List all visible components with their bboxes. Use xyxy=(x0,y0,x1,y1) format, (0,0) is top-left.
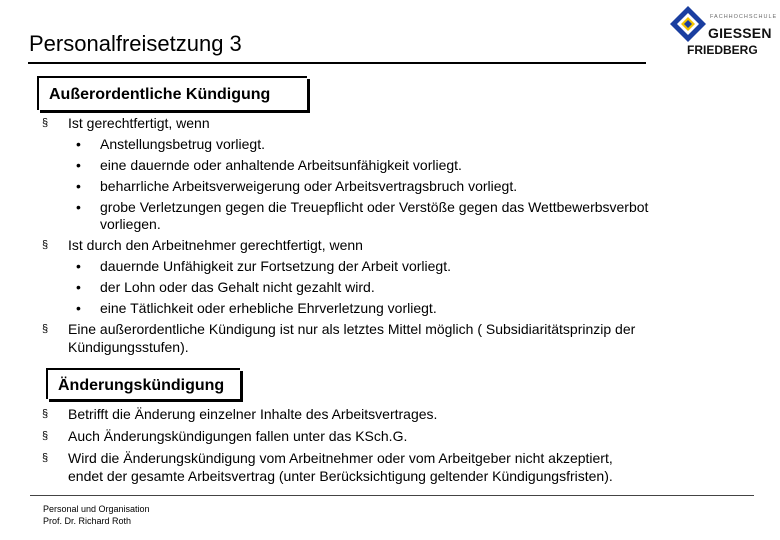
list-item-continued: Kündigungsstufen). xyxy=(68,339,189,355)
bullet-square: § xyxy=(42,408,49,420)
sub-list-item: beharrliche Arbeitsverweigerung oder Arbeitsvertragsbruch vorliegt. xyxy=(100,178,518,194)
title-divider xyxy=(28,62,646,64)
bullet-dot: • xyxy=(76,199,81,215)
list-item: Ist durch den Arbeitnehmer gerechtfertigt, wenn xyxy=(68,237,363,253)
bullet-square: § xyxy=(42,323,49,335)
list-item: Wird die Änderungskündigung vom Arbeitnehmer oder vom Arbeitgeber nicht akzeptiert, xyxy=(68,450,613,466)
bullet-dot: • xyxy=(76,157,81,173)
bullet-square: § xyxy=(42,239,49,251)
section-heading-aenderungskuendigung: Änderungskündigung xyxy=(46,368,240,399)
list-item-continued: endet der gesamte Arbeitsvertrag (unter Berücksichtigung geltender Kündigungsfristen). xyxy=(68,468,613,484)
list-item: Auch Änderungskündigungen fallen unter das KSch.G. xyxy=(68,428,408,444)
list-item: Betrifft die Änderung einzelner Inhalte des Arbeitsvertrages. xyxy=(68,406,438,422)
footer-divider xyxy=(30,495,754,496)
sub-list-item: eine Tätlichkeit oder erhebliche Ehrverletzung vorliegt. xyxy=(100,300,437,316)
university-logo xyxy=(668,4,776,56)
sub-list-item: dauernde Unfähigkeit zur Fortsetzung der Arbeit vorliegt. xyxy=(100,258,451,274)
sub-list-item: der Lohn oder das Gehalt nicht gezahlt wird. xyxy=(100,279,375,295)
sub-list-item: grobe Verletzungen gegen die Treuepflicht oder Verstöße gegen das Wettbewerbsverbot xyxy=(100,199,649,215)
list-item: Eine außerordentliche Kündigung ist nur als letztes Mittel möglich ( Subsidiaritätsprinzip der xyxy=(68,321,636,337)
bullet-square: § xyxy=(42,117,49,129)
bullet-dot: • xyxy=(76,178,81,194)
logo-diamond-icon xyxy=(668,4,708,44)
bullet-dot: • xyxy=(76,300,81,316)
sub-list-item: Anstellungsbetrug vorliegt. xyxy=(100,136,265,152)
bullet-dot: • xyxy=(76,279,81,295)
bullet-square: § xyxy=(42,430,49,442)
sub-list-item-continued: vorliegen. xyxy=(100,216,161,232)
logo-small-text: FACHHOCHSCHULE xyxy=(710,14,778,20)
section-heading-ausserordentliche-kuendigung: Außerordentliche Kündigung xyxy=(37,76,307,110)
bullet-dot: • xyxy=(76,258,81,274)
sub-list-item: eine dauernde oder anhaltende Arbeitsunfähigkeit vorliegt. xyxy=(100,157,462,173)
footer-course: Personal und Organisation xyxy=(43,504,150,514)
list-item: Ist gerechtfertigt, wenn xyxy=(68,115,210,131)
footer-author: Prof. Dr. Richard Roth xyxy=(43,516,132,526)
page-title: Personalfreisetzung 3 xyxy=(29,31,242,56)
bullet-dot: • xyxy=(76,136,81,152)
logo-city-friedberg: FRIEDBERG xyxy=(687,43,758,57)
bullet-square: § xyxy=(42,452,49,464)
logo-city-giessen: GIESSEN xyxy=(708,25,772,41)
